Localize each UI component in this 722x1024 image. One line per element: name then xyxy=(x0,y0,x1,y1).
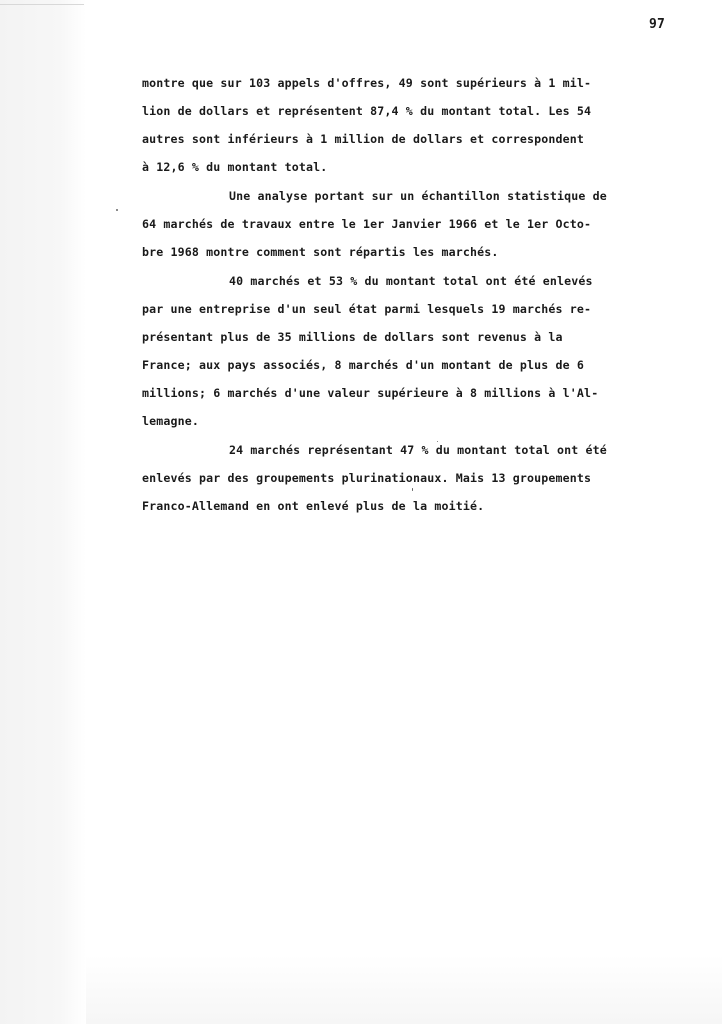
scan-speck xyxy=(412,488,413,491)
text-line: Une analyse portant sur un échantillon statistique de xyxy=(229,189,607,203)
page-number: 97 xyxy=(649,17,665,32)
text-line: enlevés par des groupements plurinationaux. Mais 13 groupements xyxy=(142,471,592,485)
text-line: 64 marchés de travaux entre le 1er Janvier 1966 et le 1er Octo- xyxy=(142,217,592,231)
text-line: montre que sur 103 appels d'offres, 49 sont supérieurs à 1 mil- xyxy=(142,76,592,90)
text-line: bre 1968 montre comment sont répartis les marchés. xyxy=(142,245,499,259)
text-line: lemagne. xyxy=(142,414,200,428)
text-line: par une entreprise d'un seul état parmi lesquels 19 marchés re- xyxy=(142,302,592,316)
text-line: lion de dollars et représentent 87,4 % du montant total. Les 54 xyxy=(142,104,592,118)
text-line: à 12,6 % du montant total. xyxy=(142,160,328,174)
scan-speck xyxy=(437,441,438,442)
text-line: 24 marchés représentant 47 % du montant total ont été xyxy=(229,443,607,457)
text-line: autres sont inférieurs à 1 million de dollars et correspondent xyxy=(142,132,585,146)
text-line: millions; 6 marchés d'une valeur supérieure à 8 millions à l'Al- xyxy=(142,386,599,400)
scan-top-rule xyxy=(0,4,84,5)
text-line: France; aux pays associés, 8 marchés d'un montant de plus de 6 xyxy=(142,358,585,372)
scan-bottom-shadow xyxy=(86,955,722,1024)
scan-speck xyxy=(116,209,118,211)
scan-edge-shadow xyxy=(0,0,86,1024)
text-line: 40 marchés et 53 % du montant total ont été enlevés xyxy=(229,274,593,288)
text-line: Franco-Allemand en ont enlevé plus de la moitié. xyxy=(142,499,485,513)
text-line: présentant plus de 35 millions de dollars sont revenus à la xyxy=(142,330,563,344)
